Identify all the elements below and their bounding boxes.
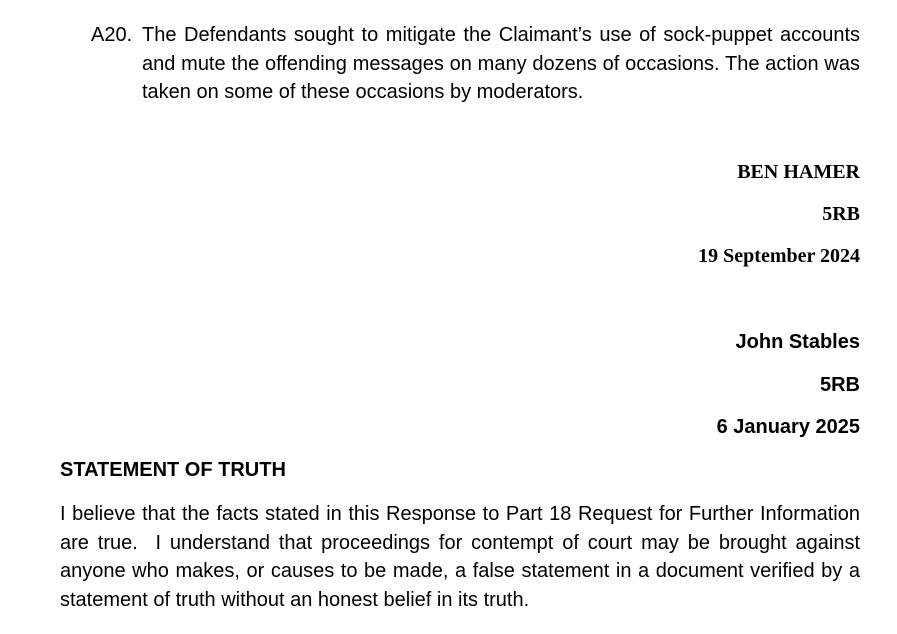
counsel-name-2: John Stables <box>735 331 860 353</box>
chambers-1: 5RB <box>822 203 860 225</box>
signature-date-2: 6 January 2025 <box>716 416 860 438</box>
chambers-2: 5RB <box>819 374 860 396</box>
statement-of-truth-text: I believe that the facts stated in this Response to Part 18 Request for Further Information are true. I understand that proceedings for contempt of court may be brought against anyone who makes, or causes to be made, a false statement in a document verified by a statement of truth without an honest belief in its truth. <box>60 503 866 611</box>
statement-of-truth-heading: STATEMENT OF TRUTH <box>60 459 286 481</box>
paragraph-a20 <box>91 21 860 107</box>
paragraph-number: A20. <box>91 24 133 46</box>
signature-date-1: 19 September 2024 <box>698 245 860 267</box>
paragraph-text: The Defendants sought to mitigate the Claimant’s use of sock-puppet accounts and mute the offending messages on many dozens of occasions. The action was taken on some of these occasions by moderators. <box>142 24 860 103</box>
counsel-name-1: BEN HAMER <box>737 161 860 183</box>
